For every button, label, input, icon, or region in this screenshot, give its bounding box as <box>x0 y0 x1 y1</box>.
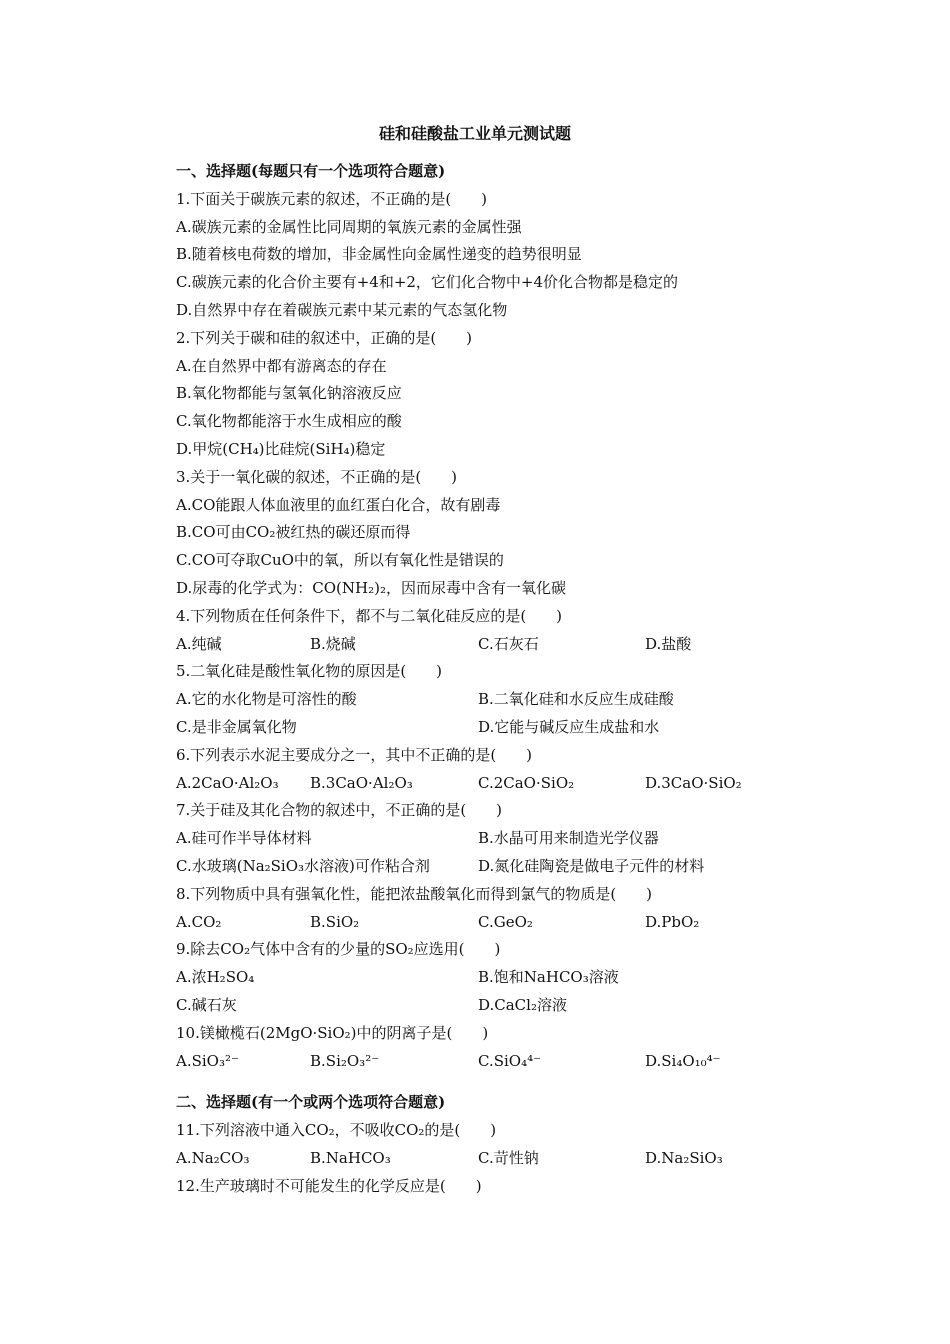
section-heading: 二、选择题(有一个或两个选项符合题意) <box>176 1093 446 1112</box>
answer-option: C.水玻璃(Na₂SiO₃水溶液)可作粘合剂 <box>176 857 430 875</box>
answer-option: A.CO能跟人体血液里的血红蛋白化合，故有剧毒 <box>176 495 501 514</box>
answer-option: D.Na₂SiO₃ <box>645 1149 723 1167</box>
answer-option: D.Si₄O₁₀⁴⁻ <box>645 1051 721 1070</box>
answer-option: A.碳族元素的金属性比同周期的氧族元素的金属性强 <box>176 217 522 236</box>
answer-option: D.尿毒的化学式为：CO(NH₂)₂，因而尿毒中含有一氧化碳 <box>176 579 566 597</box>
answer-option: C.是非金属氧化物 <box>176 718 297 736</box>
answer-option: B.NaHCO₃ <box>310 1149 391 1167</box>
answer-option: C.2CaO·SiO₂ <box>478 773 575 792</box>
question-stem: 6.下列表示水泥主要成分之一，其中不正确的是( ) <box>176 745 533 764</box>
answer-option: D.甲烷(CH₄)比硅烷(SiH₄)稳定 <box>176 440 386 458</box>
question-stem: 11.下列溶液中通入CO₂，不吸收CO₂的是( ) <box>176 1121 497 1140</box>
answer-option: B.随着核电荷数的增加，非金属性向金属性递变的趋势很明显 <box>176 245 582 264</box>
answer-option: D.CaCl₂溶液 <box>478 996 567 1014</box>
answer-option: B.二氧化硅和水反应生成硅酸 <box>478 690 674 709</box>
answer-option: A.纯碱 <box>176 634 222 653</box>
answer-option: C.GeO₂ <box>478 912 533 931</box>
answer-option: C.苛性钠 <box>478 1149 539 1167</box>
question-stem: 7.关于硅及其化合物的叙述中，不正确的是( ) <box>176 801 503 820</box>
answer-option: A.浓H₂SO₄ <box>176 968 255 987</box>
answer-option: D.氮化硅陶瓷是做电子元件的材料 <box>478 857 705 875</box>
answer-option: A.它的水化物是可溶性的酸 <box>176 690 357 709</box>
question-stem: 12.生产玻璃时不可能发生的化学反应是( ) <box>176 1176 482 1195</box>
answer-option: B.饱和NaHCO₃溶液 <box>478 968 619 987</box>
answer-option: B.3CaO·Al₂O₃ <box>310 773 413 792</box>
answer-option: D.自然界中存在着碳族元素中某元素的气态氢化物 <box>176 301 508 319</box>
question-stem: 1.下面关于碳族元素的叙述，不正确的是( ) <box>176 189 488 208</box>
answer-option: A.CO₂ <box>176 912 222 931</box>
document-title: 硅和硅酸盐工业单元测试题 <box>378 124 571 143</box>
answer-option: A.硅可作半导体材料 <box>176 829 312 848</box>
question-stem: 5.二氧化硅是酸性氧化物的原因是( ) <box>176 662 443 681</box>
answer-option: C.CO可夺取CuO中的氧，所以有氧化性是错误的 <box>176 551 504 570</box>
answer-option: B.SiO₂ <box>310 912 360 931</box>
question-stem: 8.下列物质中具有强氧化性，能把浓盐酸氧化而得到氯气的物质是( ) <box>176 884 653 903</box>
answer-option: B.氧化物都能与氢氧化钠溶液反应 <box>176 384 402 403</box>
answer-option: D.它能与碱反应生成盐和水 <box>478 718 660 736</box>
answer-option: D.PbO₂ <box>645 912 700 931</box>
answer-option: B.烧碱 <box>310 634 356 653</box>
question-stem: 2.下列关于碳和硅的叙述中，正确的是( ) <box>176 328 473 347</box>
answer-option: A.Na₂CO₃ <box>176 1149 250 1167</box>
question-stem: 3.关于一氧化碳的叙述，不正确的是( ) <box>176 467 458 486</box>
answer-option: A.SiO₃²⁻ <box>176 1051 239 1070</box>
answer-option: D.盐酸 <box>645 634 692 653</box>
answer-option: B.Si₂O₃²⁻ <box>310 1051 380 1070</box>
answer-option: B.CO可由CO₂被红热的碳还原而得 <box>176 523 411 542</box>
answer-option: C.碱石灰 <box>176 996 237 1014</box>
answer-option: D.3CaO·SiO₂ <box>645 773 742 792</box>
answer-option: B.水晶可用来制造光学仪器 <box>478 829 659 848</box>
section-heading: 一、选择题(每题只有一个选项符合题意) <box>176 162 446 180</box>
question-stem: 4.下列物质在任何条件下，都不与二氧化硅反应的是( ) <box>176 606 563 625</box>
question-stem: 10.镁橄榄石(2MgO·SiO₂)中的阴离子是( ) <box>176 1023 489 1042</box>
answer-option: C.石灰石 <box>478 634 539 653</box>
answer-option: A.2CaO·Al₂O₃ <box>176 773 279 792</box>
answer-option: C.SiO₄⁴⁻ <box>478 1051 542 1070</box>
question-stem: 9.除去CO₂气体中含有的少量的SO₂应选用( ) <box>176 940 501 959</box>
answer-option: A.在自然界中都有游离态的存在 <box>176 356 387 375</box>
answer-option: C.碳族元素的化合价主要有+4和+2，它们化合物中+4价化合物都是稳定的 <box>176 273 679 292</box>
answer-option: C.氧化物都能溶于水生成相应的酸 <box>176 412 402 431</box>
